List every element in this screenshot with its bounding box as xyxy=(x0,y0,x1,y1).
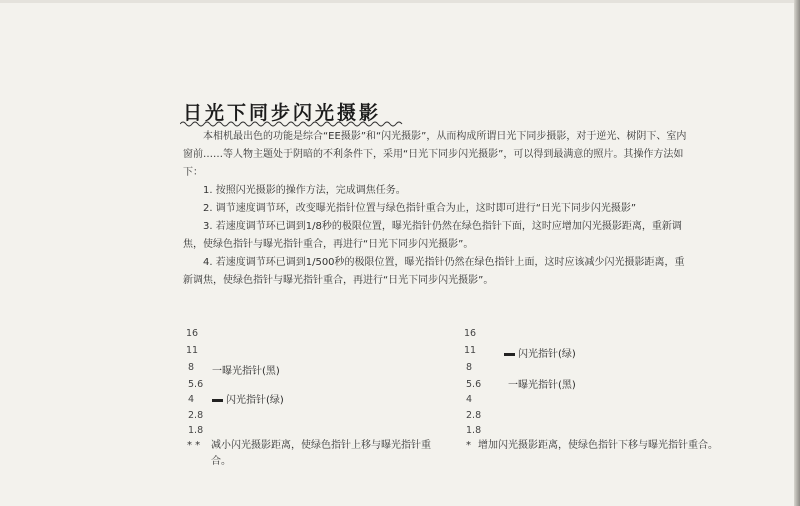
right-note-mark: * xyxy=(466,440,471,451)
intro-paragraph: 本相机最出色的功能是综合“EE摄影”和“闪光摄影”，从而构成所谓日光下同步摄影，对于逆光、树阴下、室内窗前……等人物主题处于阴暗的不利条件下，采用“日光下同步闪光摄影”，可以得到最满意的照片。其操作方法如下： xyxy=(183,131,687,178)
right-edge-shadow xyxy=(794,0,800,506)
flash-pointer-label: 闪光指针(绿) xyxy=(226,395,284,406)
scale-value: 1.8 xyxy=(466,425,482,436)
left-note: 减小闪光摄影距离，使绿色指针上移与曝光指针重合。 xyxy=(211,440,431,467)
scale-value: 2.8 xyxy=(466,410,482,421)
scale-value: 4 xyxy=(188,394,195,405)
flash-pointer xyxy=(504,345,576,360)
step-3: 3. 若速度调节环已调到1/8秒的极限位置，曝光指针仍然在绿色指针下面，这时应增加闪光摄影距离，重新调焦，使绿色指针与曝光指针重合，再进行“日光下同步闪光摄影”。 xyxy=(183,221,682,250)
flash-pointer-label: 闪光指针(绿) xyxy=(518,349,576,360)
left-note-mark: * * xyxy=(187,440,201,451)
scale-value: 5.6 xyxy=(188,379,204,390)
flash-pointer xyxy=(212,391,284,406)
step-2: 2. 调节速度调节环，改变曝光指针位置与绿色指针重合为止，这时即可进行“日光下同步闪光摄影” xyxy=(203,203,637,214)
scale-value: 2.8 xyxy=(188,410,204,421)
scale-value: 11 xyxy=(186,345,199,356)
instructions-body xyxy=(183,128,691,290)
scale-value: 11 xyxy=(464,345,477,356)
scale-value: 8 xyxy=(188,362,195,373)
scale-value: 5.6 xyxy=(466,379,482,390)
title-underline xyxy=(180,120,406,128)
step-4: 4. 若速度调节环已调到1/500秒的极限位置，曝光指针仍然在绿色指针上面，这时应该减少闪光摄影距离，重新调焦，使绿色指针与曝光指针重合，再进行“日光下同步闪光摄影”。 xyxy=(183,257,685,286)
flash-pointer-bar xyxy=(504,353,515,356)
top-edge xyxy=(0,0,800,3)
scale-value: 4 xyxy=(466,394,473,405)
right-note: 增加闪光摄影距离，使绿色指针下移与曝光指针重合。 xyxy=(478,440,718,451)
step-1: 1. 按照闪光摄影的操作方法，完成调焦任务。 xyxy=(203,185,406,196)
exposure-pointer-label: 一曝光指针(黑) xyxy=(508,380,576,391)
scale-value: 16 xyxy=(186,328,199,339)
section-title: 日光下同步闪光摄影 xyxy=(183,102,382,124)
scale-value: 1.8 xyxy=(188,425,204,436)
exposure-pointer-label: 一曝光指针(黑) xyxy=(212,366,280,377)
flash-pointer-bar xyxy=(212,399,223,402)
scale-value: 16 xyxy=(464,328,477,339)
scale-value: 8 xyxy=(466,362,473,373)
right-aperture-scale xyxy=(464,328,724,478)
